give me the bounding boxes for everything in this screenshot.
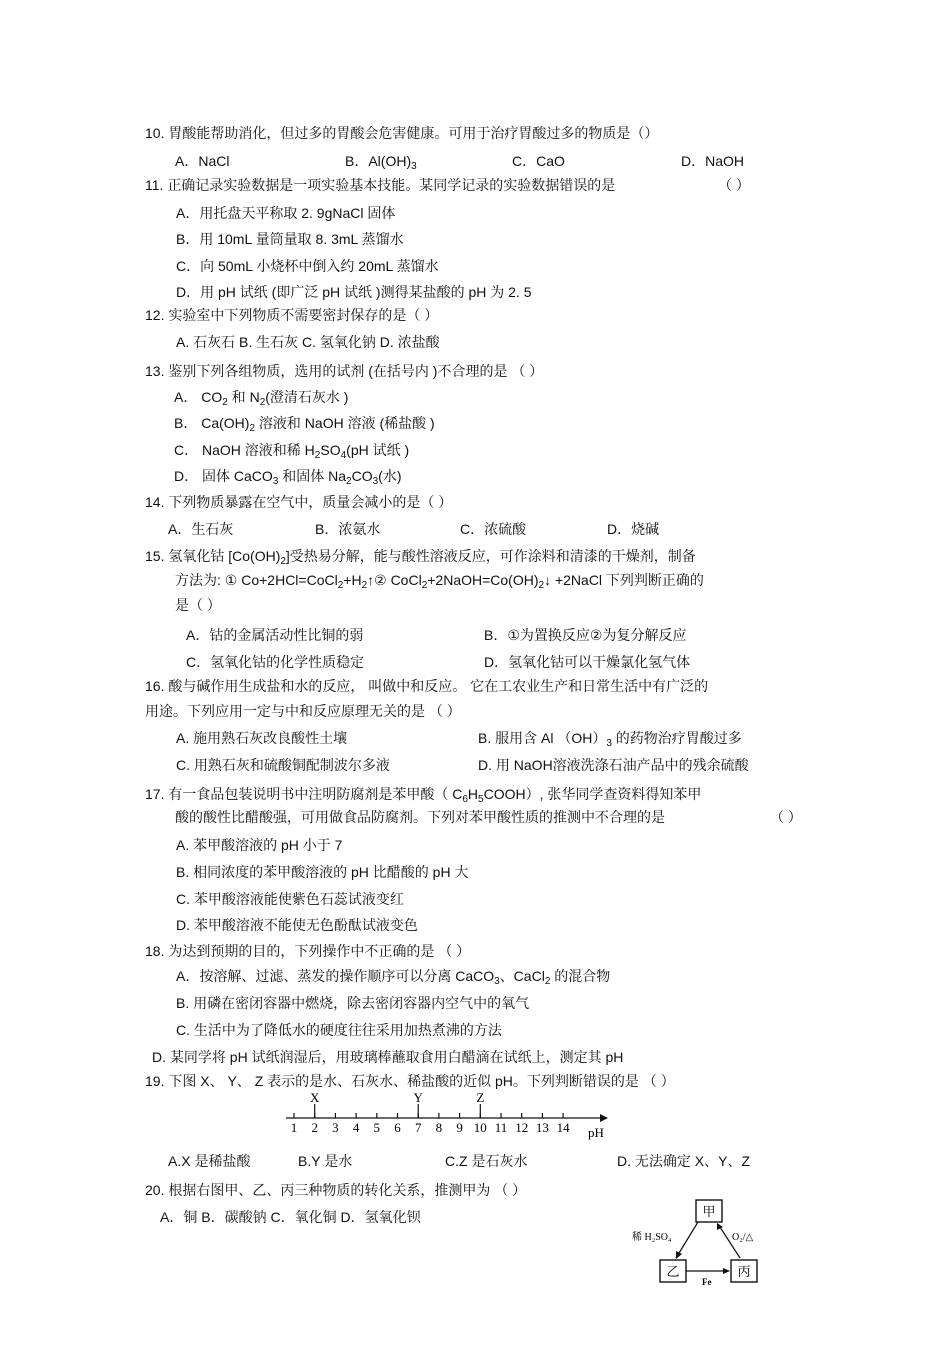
q14-option-c: C．浓硫酸: [460, 521, 527, 537]
q11-stem: 11. 正确记录实验数据是一项实验基本技能。某同学记录的实验数据错误的是: [145, 177, 616, 193]
q11-option-a: A．用托盘天平称取 2. 9gNaCl 固体: [176, 205, 396, 221]
q15-stem-line1: 15. 氢氧化钴 $[Co(OH)_2]$受热易分解，能与酸性溶液反应，可作涂料和清漆的干燥剂，制备: [145, 548, 696, 567]
ph-tick-label: 11: [494, 1120, 508, 1135]
label-o2-heat: O₂/△: [732, 1232, 754, 1243]
ph-marker-label: X: [310, 1092, 320, 1105]
q11-option-d: D．用 pH 试纸 (即广泛 pH 试纸 )测得某盐酸的 pH 为 2. 5: [176, 284, 532, 300]
label-yi: 乙: [666, 1264, 680, 1279]
q14-option-a: A．生石灰: [168, 521, 234, 537]
ph-tick-label: 4: [352, 1120, 360, 1135]
label-bing: 丙: [737, 1264, 751, 1279]
q18-option-d: D. 某同学将 pH 试纸润湿后，用玻璃棒蘸取食用白醋滴在试纸上，测定其 pH: [152, 1049, 624, 1065]
q17-option-a: A. 苯甲酸溶液的 pH 小于 7: [176, 837, 343, 853]
q11-option-b: B．用 10mL 量筒量取 8. 3mL 蒸馏水: [176, 231, 404, 247]
q17-option-c: C. 苯甲酸溶液能使紫色石蕊试液变红: [176, 891, 404, 907]
q10-option-a: A．NaCl: [175, 153, 230, 169]
q16-option-b: B. 服用含 Al $(OH)_3$ 的药物治疗胃酸过多: [478, 730, 742, 749]
ph-tick-label: 5: [373, 1120, 381, 1135]
q19-stem: 19. 下图 X、 Y、 Z 表示的是水、石灰水、稀盐酸的近似 pH。下列判断错误的是 （ ）: [145, 1073, 675, 1089]
q11-answer-bracket: （ ）: [718, 177, 750, 193]
q18-stem: 18. 为达到预期的目的，下列操作中不正确的是 （ ）: [145, 943, 471, 959]
q15-option-d: D．氢氧化钴可以干燥氯化氢气体: [484, 654, 691, 670]
label-dilute-h2so4: 稀 H₂SO₄: [632, 1232, 672, 1243]
q19-option-c: C.Z 是石灰水: [445, 1153, 528, 1169]
q10-option-d: D．NaOH: [681, 153, 745, 169]
ph-axis-arrow: [600, 1114, 608, 1122]
ph-tick-label: 10: [473, 1120, 487, 1135]
ph-marker-label: Z: [476, 1092, 485, 1105]
q13-option-a: A． $CO_2$ 和 $N_2$(澄清石灰水 ): [174, 389, 349, 408]
arrow-jia-to-yi: [676, 1222, 698, 1258]
q17-option-b: B. 相同浓度的苯甲酸溶液的 pH 比醋酸的 pH 大: [176, 864, 469, 880]
q12-stem: 12. 实验室中下列物质不需要密封保存的是（ ）: [145, 307, 439, 323]
q15-option-c: C．氢氧化钴的化学性质稳定: [186, 654, 365, 670]
ph-tick-label: 6: [394, 1120, 401, 1135]
q14-stem: 14. 下列物质暴露在空气中，质量会减小的是（ ）: [145, 494, 453, 510]
ph-marker-label: Y: [413, 1092, 423, 1105]
label-fe: Fe: [702, 1277, 712, 1287]
ph-tick-label: 1: [290, 1120, 298, 1135]
q10-stem: 10. 胃酸能帮助消化，但过多的胃酸会危害健康。可用于治疗胃酸过多的物质是（）: [145, 125, 659, 141]
q15-option-b: B．①为置换反应②为复分解反应: [484, 627, 687, 643]
ph-tick-label: 8: [435, 1120, 443, 1135]
q17-option-d: D. 苯甲酸溶液不能使无色酚酞试液变色: [176, 917, 418, 933]
q19-option-d: D. 无法确定 X、Y、Z: [617, 1153, 751, 1169]
q20-stem: 20. 根据右图甲、乙、丙三种物质的转化关系，推测甲为 （ ）: [145, 1182, 527, 1198]
q16-option-d: D. 用 NaOH溶液洗涤石油产品中的残余硫酸: [478, 757, 749, 773]
q15-option-a: A．钴的金属活动性比铜的弱: [186, 627, 364, 643]
ph-tick-label: 9: [456, 1120, 463, 1135]
q18-option-c: C. 生活中为了降低水的硬度往往采用加热煮沸的方法: [176, 1022, 502, 1038]
conversion-diagram: [630, 1196, 790, 1288]
q10-option-c: C．CaO: [512, 153, 565, 169]
label-jia: 甲: [702, 1204, 716, 1219]
q14-option-d: D．烧碱: [607, 521, 660, 537]
ph-tick-label: 3: [332, 1120, 339, 1135]
q10-option-b: B．$Al(OH)_3$: [345, 153, 417, 172]
q17-stem-line1: 17. 有一食品包装说明书中注明防腐剂是苯甲酸（ $C_6H_5COOH$）, 张华同学查资料得知苯甲: [145, 786, 702, 805]
q13-option-b: B． $Ca(OH)_2$ 溶液和 NaOH 溶液 (稀盐酸 ): [174, 415, 435, 434]
q13-option-d: D． 固体 CaCO$_3$ 和固体 $Na_2CO_3$(水): [174, 468, 402, 487]
q15-stem-line3: 是（ ）: [175, 597, 221, 613]
q16-option-c: C. 用熟石灰和硫酸铜配制波尔多液: [176, 757, 390, 773]
q13-stem: 13. 鉴别下列各组物质，选用的试剂 (在括号内 )不合理的是 （ ）: [145, 363, 544, 379]
q14-option-b: B．浓氨水: [315, 521, 381, 537]
ph-tick-label: 7: [414, 1120, 422, 1135]
q19-option-b: B.Y 是水: [298, 1153, 353, 1169]
q18-option-a: A．按溶解、过滤、蒸发的操作顺序可以分离 CaCO$_3$、CaCl$_2$ 的混合物: [176, 968, 611, 987]
ph-tick-label: 12: [515, 1120, 529, 1135]
q16-stem-line2: 用途。下列应用一定与中和反应原理无关的是 （ ）: [145, 703, 461, 719]
ph-tick-label: 2: [311, 1120, 318, 1135]
q19-option-a: A.X 是稀盐酸: [168, 1153, 251, 1169]
ph-scale-figure: [278, 1092, 618, 1142]
q18-option-b: B. 用磷在密闭容器中燃烧，除去密闭容器内空气中的氧气: [176, 995, 530, 1011]
q17-stem-line2: 酸的酸性比醋酸强，可用做食品防腐剂。下列对苯甲酸性质的推测中不合理的是: [175, 809, 665, 825]
q16-option-a: A. 施用熟石灰改良酸性土壤: [176, 730, 348, 746]
ph-unit-label: pH: [588, 1125, 604, 1140]
q12-options: A. 石灰石 B. 生石灰 C. 氢氧化钠 D. 浓盐酸: [176, 334, 440, 350]
q17-answer-bracket: （ ）: [770, 809, 802, 825]
q15-stem-line2: 方法为: ① $Co+2HCl=CoCl_2+H_2↑②$ $CoCl_2+2NaOH=Co(OH)_2↓$ +2NaCl 下列判断正确的: [175, 572, 704, 591]
q20-options: A．铜 B．碳酸钠 C．氧化铜 D．氢氧化钡: [160, 1209, 421, 1225]
ph-tick-label: 14: [556, 1120, 570, 1135]
q13-option-c: C． NaOH 溶液和稀 $H_2SO_4(pH$ 试纸 ): [174, 442, 410, 461]
ph-tick-label: 13: [535, 1120, 549, 1135]
q11-option-c: C．向 50mL 小烧杯中倒入约 20mL 蒸馏水: [176, 258, 439, 274]
q16-stem-line1: 16. 酸与碱作用生成盐和水的反应， 叫做中和反应。 它在工农业生产和日常生活中有广泛的: [145, 678, 709, 694]
